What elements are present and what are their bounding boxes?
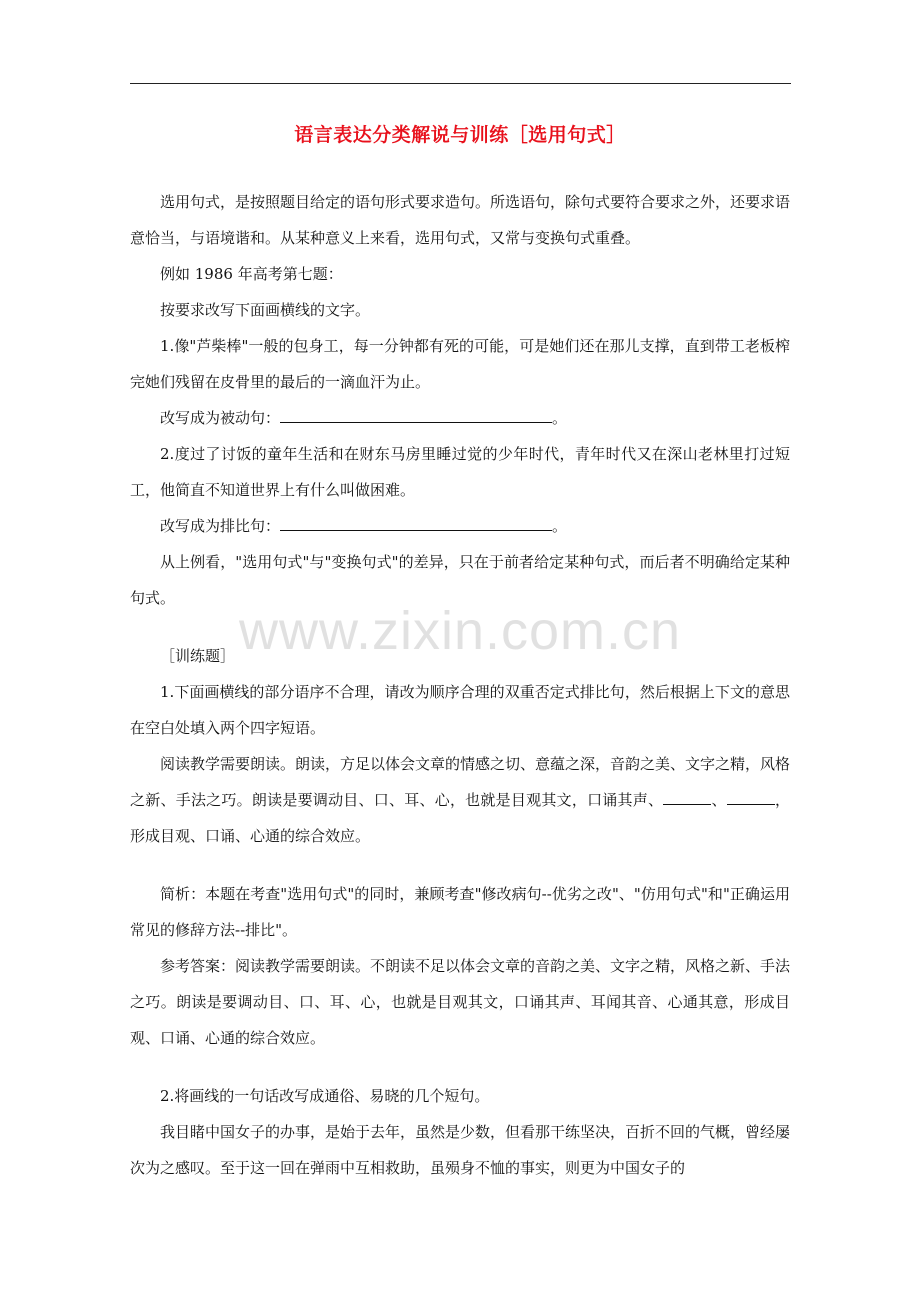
training-passage-1 (130, 746, 790, 854)
header-rule (130, 83, 791, 84)
question-2-answer-line (130, 508, 790, 544)
training-passage-2: 我目睹中国女子的办事，是始于去年，虽然是少数，但看那干练坚决，百折不回的气概，曾经屡次为之感叹。至于这一回在弹雨中互相救助，虽殒身不恤的事实，则更为中国女子的 (130, 1123, 791, 1177)
end-mark: 。 (552, 409, 568, 427)
question-2: 2.度过了讨饭的童年生活和在财东马房里睡过觉的少年时代，青年时代又在深山老林里打过短工，他简直不知道世界上有什么叫做困难。 (130, 445, 790, 499)
spacer (130, 616, 790, 638)
reference-answer: 参考答案：阅读教学需要朗读。不朗读不足以体会文章的音韵之美、文字之精，风格之新、手法之巧。朗读是要调动目、口、耳、心，也就是目观其文，口诵其声、耳闻其音、心通其意，形成目观、口诵、心通的综合效应。 (130, 957, 791, 1047)
document-title: 语言表达分类解说与训练［选用句式］ (294, 124, 626, 146)
passage-text-end: ，形成目观、口诵、心通的综合效应。 (130, 791, 790, 845)
answer-blank (280, 516, 552, 531)
end-mark: 。 (552, 517, 568, 535)
document-body (130, 184, 790, 1186)
instruction: 按要求改写下面画横线的文字。 (160, 301, 371, 319)
analysis-paragraph: 简析：本题在考查"选用句式"的同时，兼顾考查"修改病句--优劣之改"、"仿用句式"和"正确运用常见的修辞方法--排比"。 (130, 885, 790, 939)
watermark: www.zixin.com.cn (238, 601, 682, 661)
training-question-1: 1.下面画横线的部分语序不合理，请改为顺序合理的双重否定式排比句，然后根据上下文的意思在空白处填入两个四字短语。 (130, 683, 790, 737)
separator: 、 (711, 791, 727, 809)
answer-blank (280, 408, 552, 423)
question-1-answer-line (130, 400, 790, 436)
comparison-paragraph: 从上例看，"选用句式"与"变换句式"的差异，只在于前者给定某种句式，而后者不明确给定某种句式。 (130, 553, 790, 607)
spacer (130, 854, 790, 876)
fill-blank (727, 790, 775, 805)
passage-text: 阅读教学需要朗读。朗读，方足以体会文章的情感之切、意蕴之深，音韵之美、文字之精，风格之新、手法之巧。朗读是要调动目、口、耳、心，也就是目观其文，口诵其声、 (130, 755, 791, 809)
question-1-prompt: 改写成为被动句： (160, 409, 281, 427)
fill-blank (663, 790, 711, 805)
intro-paragraph: 选用句式，是按照题目给定的语句形式要求造句。所选语句，除句式要符合要求之外，还要求语意恰当，与语境谐和。从某种意义上来看，选用句式，又常与变换句式重叠。 (130, 193, 791, 247)
question-1: 1.像"芦柴棒"一般的包身工，每一分钟都有死的可能，可是她们还在那儿支撑，直到带工老板榨完她们残留在皮骨里的最后的一滴血汗为止。 (130, 337, 790, 391)
spacer (130, 1056, 790, 1078)
training-question-2: 2.将画线的一句话改写成通俗、易晓的几个短句。 (160, 1087, 490, 1105)
training-label: ［训练题］ (160, 647, 236, 665)
question-2-prompt: 改写成为排比句： (160, 517, 281, 535)
example-intro: 例如 1986 年高考第七题： (160, 265, 343, 283)
